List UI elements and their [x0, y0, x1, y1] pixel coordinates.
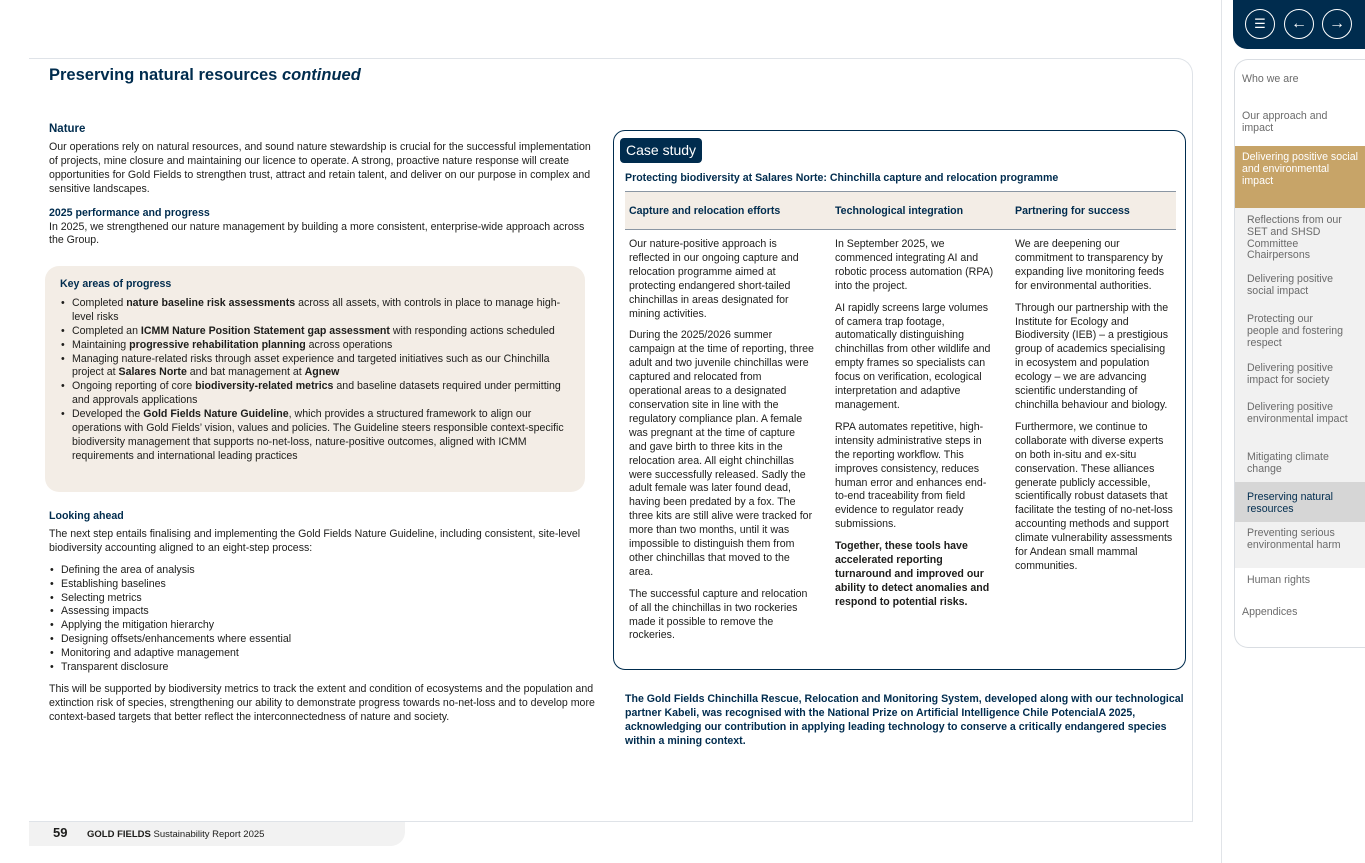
- looking-ahead-intro: The next step entails finalising and implementing the Gold Fields Nature Guideline, including consistent, site-level biodiversity accounting aligned to an eight-step process:: [49, 527, 581, 554]
- nav-item-impact-society[interactable]: Delivering positive impact for society: [1235, 354, 1365, 392]
- nav-item-social-impact[interactable]: Delivering positive social impact: [1235, 266, 1365, 304]
- arrow-left-icon: ←: [1291, 15, 1307, 32]
- case-study-subtitle: Protecting biodiversity at Salares Norte: Chinchilla capture and relocation programme: [625, 172, 1059, 184]
- case-paragraph: We are deepening our commitment to transparency by expanding live monitoring feeds for environmental authorities.: [1015, 238, 1164, 292]
- case-column-capture: [629, 238, 815, 651]
- list-item: • Designing offsets/enhancements where essential: [49, 633, 601, 647]
- list-item: • Developed the Gold Fields Nature Guideline, which provides a structured framework to align our operations with Gold Fields’ vision, values and policies. The Guideline steers responsible context-specific biodiversity management that supports no-net-loss, nature-positive outcomes, aligned with ICMM requirements and international leading practices: [60, 408, 570, 464]
- looking-ahead-section: [49, 510, 601, 725]
- nature-section: [49, 122, 601, 248]
- case-paragraph: In September 2025, we commenced integrating AI and robotic process automation (RPA) into the project.: [835, 238, 994, 292]
- list-item: • Assessing impacts: [49, 605, 601, 619]
- nav-item-environmental-impact[interactable]: Delivering positive environmental impact: [1235, 392, 1365, 442]
- key-areas-box: [45, 266, 585, 492]
- case-paragraph: Our nature-positive approach is reflected in our ongoing capture and relocation programme aimed at protecting endangered short-tailed chinchillas in areas designated for mining activities.: [629, 238, 799, 320]
- case-paragraph: Through our partnership with the Institute for Ecology and Biodiversity (IEB) – a prestigious group of academics specialising in ecosystem and population ecology – we are advancing scientific understanding of chinchilla behaviour and biology.: [1015, 301, 1169, 411]
- contents-button[interactable]: [1245, 9, 1275, 39]
- key-areas-heading: Key areas of progress: [60, 278, 172, 290]
- next-page-button[interactable]: [1322, 9, 1352, 39]
- case-paragraph: Furthermore, we continue to collaborate with diverse experts on both in-situ and ex-situ conservation. These alliances generate publicly accessible, scientifically robust datasets that facilitate the testing of no-net-loss accounting methods and support climate vulnerability assessments for Andean small mammal communities.: [1015, 420, 1173, 572]
- list-item: • Establishing baselines: [49, 578, 601, 592]
- case-paragraph: The successful capture and relocation of all the chinchillas in two rockeries made it possible to remove the rockeries.: [629, 587, 808, 642]
- list-item: • Selecting metrics: [49, 592, 601, 606]
- contents-icon: ☰: [1254, 16, 1266, 31]
- case-paragraph: During the 2025/2026 summer campaign at the time of reporting, three adult and two juvenile chinchillas were captured and relocated from operational areas to a designated conservation site in line with the regulatory compliance plan. A female was pregnant at the time of capture and gave birth to three kits in the relocation area. All eight chinchillas were successfully released. Sadly the adult female was later found dead, having been predated by a fox. The three kits are still alive were tracked for more than two months, until it was impossible to distinguish them from other chinchillas that moved to the area.: [629, 329, 814, 578]
- case-paragraph: AI rapidly screens large volumes of camera trap footage, automatically distinguishing chinchillas from other wildlife and empty frames so specialists can focus on verification, ecological interpretation and adaptive management.: [835, 301, 991, 411]
- performance-text: In 2025, we strengthened our nature management by building a more consistent, enterprise-wide approach across the Group.: [49, 220, 585, 247]
- award-statement: The Gold Fields Chinchilla Rescue, Relocation and Monitoring System, developed along with our technological partner Kabeli, was recognised with the National Prize on Artificial Intelligence Chile PotencialA 2025, acknowledging our contribution in applying leading technology to conserve a critically endangered species within a mining context.: [625, 693, 1184, 747]
- list-item: • Completed nature baseline risk assessments across all assets, with controls in place to manage high-level risks: [60, 297, 570, 325]
- nav-item-human-rights[interactable]: Human rights: [1235, 568, 1365, 600]
- page-title-continued: continued: [281, 66, 361, 84]
- list-item: • Maintaining progressive rehabilitation planning across operations: [60, 339, 570, 353]
- footer: [29, 822, 405, 846]
- nav-item-preventing-harm[interactable]: Preventing serious environmental harm: [1235, 522, 1365, 568]
- list-item: • Applying the mitigation hierarchy: [49, 619, 601, 633]
- page-frame-top: [29, 58, 1179, 59]
- looking-ahead-closing: This will be supported by biodiversity metrics to track the extent and condition of ecosystems and the population and extinction risk of species, strengthening our ability to demonstrate progress towards no-net-loss and to develop more context-based targets that better reflect the interconnectedness of nature and society.: [49, 682, 595, 723]
- arrow-right-icon: →: [1329, 15, 1345, 32]
- nav-item-climate-change[interactable]: Mitigating climate change: [1235, 442, 1365, 482]
- case-column-technology: [835, 238, 995, 618]
- case-study-tag: Case study: [620, 138, 702, 163]
- nav-item-who-we-are[interactable]: Who we are: [1242, 73, 1299, 85]
- case-bold-paragraph: Together, these tools have accelerated reporting turnaround and improved our ability to detect anomalies and respond to potential risks.: [835, 540, 990, 608]
- case-column-partnering: [1015, 238, 1175, 582]
- nav-item-delivering-positive-impact[interactable]: Delivering positive social and environmental impact: [1235, 146, 1365, 208]
- list-item: • Monitoring and adaptive management: [49, 647, 601, 661]
- nature-heading: Nature: [49, 123, 86, 135]
- nav-item-appendices[interactable]: Appendices: [1242, 606, 1298, 618]
- column-header-partnering: Partnering for success: [1015, 205, 1130, 217]
- list-item: • Defining the area of analysis: [49, 564, 601, 578]
- nav-toolbar: [1233, 0, 1365, 49]
- nav-item-preserving-resources[interactable]: Preserving natural resources: [1235, 482, 1365, 522]
- nav-item-our-approach[interactable]: Our approach and impact: [1242, 110, 1328, 134]
- case-paragraph: RPA automates repetitive, high-intensity administrative steps in the reporting workflow. This improves consistency, reduces human error and enhances end-to-end traceability from field evidence to regulator ready submissions.: [835, 420, 987, 531]
- key-areas-list: [60, 297, 570, 464]
- footer-brand: GOLD FIELDS Sustainability Report 2025: [87, 829, 265, 840]
- case-study-column-headers: [625, 191, 1176, 230]
- looking-ahead-heading: Looking ahead: [49, 510, 124, 522]
- list-item: • Completed an ICMM Nature Position Statement gap assessment with responding actions scheduled: [60, 325, 570, 339]
- page-title: Preserving natural resources continued: [49, 66, 361, 84]
- nav-item-reflections[interactable]: Reflections from our SET and SHSD Committee Chairpersons: [1235, 208, 1365, 266]
- list-item: • Transparent disclosure: [49, 661, 601, 675]
- nav-item-protecting-people[interactable]: Protecting our people and fostering respect: [1235, 304, 1365, 354]
- previous-page-button[interactable]: [1284, 9, 1314, 39]
- performance-heading: 2025 performance and progress: [49, 206, 210, 219]
- list-item: • Ongoing reporting of core biodiversity-related metrics and baseline datasets required under permitting and approvals applications: [60, 380, 570, 408]
- steps-list: [49, 564, 601, 675]
- list-item: • Managing nature-related risks through asset experience and targeted initiatives such as our Chinchilla project at Salares Norte and bat management at Agnew: [60, 353, 570, 381]
- section-nav: [1234, 59, 1365, 648]
- column-header-technology: Technological integration: [835, 205, 964, 217]
- page-number: 59: [53, 825, 68, 840]
- column-header-capture: Capture and relocation efforts: [629, 205, 781, 217]
- case-study-box: [613, 130, 1186, 670]
- nature-intro: Our operations rely on natural resources, and sound nature stewardship is crucial for the successful implementation of projects, mine closure and maintaining our licence to operate. A strong, proactive nature response will create opportunities for Gold Fields to strengthen trust, attract and retain talent, and deliver on our purpose in complex and sensitive landscapes.: [49, 141, 591, 195]
